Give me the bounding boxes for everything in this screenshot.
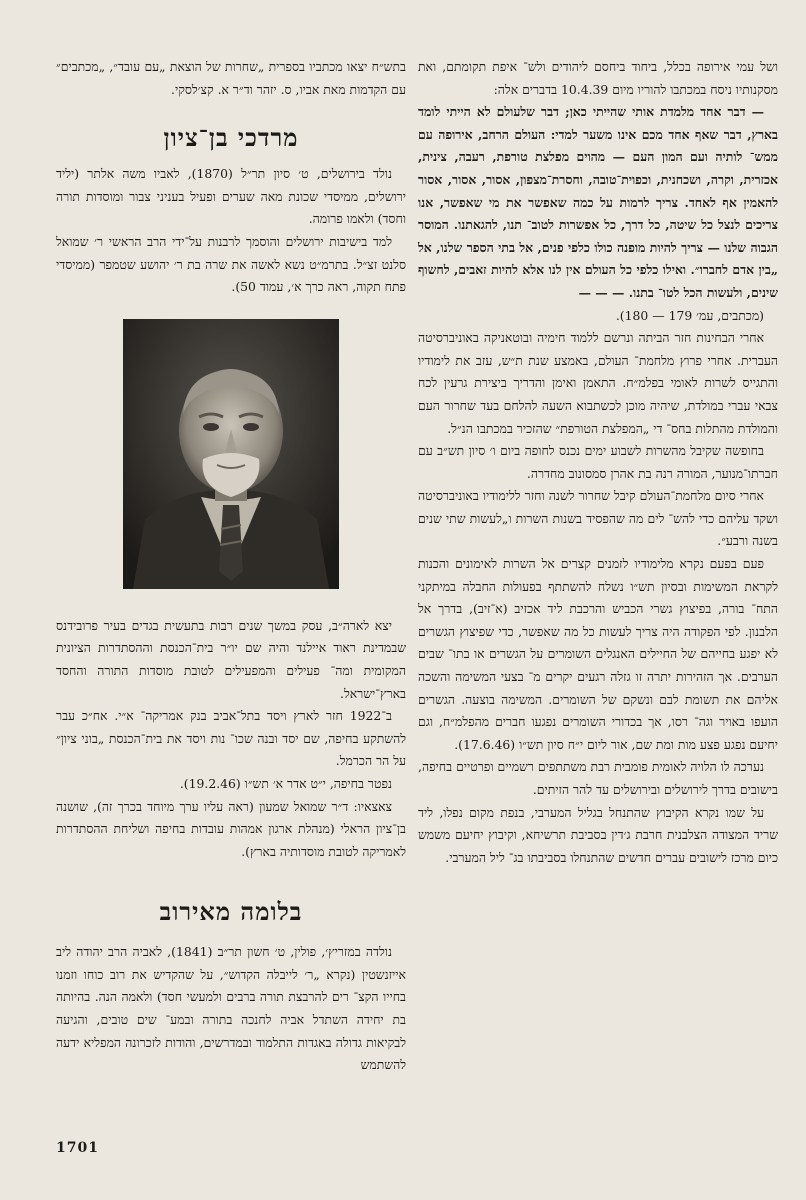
paragraph: צאצאיו: ד״ר שמואל שמעון (ראה עליו ערך מיוחד בכרך זה), שושנה בן־ציון הראלי (מנהלת ארגון אמהות עובדות בחיפה ושליחת ההסתדרות לאמריקה לטובת מוסדותיה בארץ).: [56, 798, 406, 859]
paragraph: למד בישיבות ירושלים והוסמך לרבנות על־ידי הרב הראשי ר׳ שמואל סלנט זצ״ל. בתרמ״ט נשא לאשה את שרה בת ר׳ יהושע שטמפר (ממיסדי פתח תקוה, ראה כרך א׳, עמוד 50).: [56, 233, 406, 295]
quoted-letter: — דבר אחד מלמדת אותי שהייתי כאן; דבר שלעולם לא הייתי לומד בארץ, דבר שאף אחד מכם אינו משער למדי: העולם הרחב, אירופה עם ממש־ לותיה ועם המון העם — מהוים מפלצת טורפת, רעבה, צינית, אכזרית, וקרה, ושכחנית, וכפוית־טובה, וחסרת־מצפון, אסור, אסור, אסור להאמין אף לאחד. צריך לרמות על כמה שאפשר את מי שאפשר, אנו צריכים לנצל כל שיטה, כל דרך, כל אפשרות לטוב־ תנו, להגאתנו. המוסר הגבוה שלנו — צריך להיות מופנה כולו כלפי פנים, אל בתי הספר שלנו, אל „בין אדם לחברו״. ואילו כלפי כל העולם אין לנו אלא להיות זאבים, לחשוף שינים, ולעשות הכל לטו־ בתנו. — — —: [418, 104, 778, 300]
paragraph: ב־1922 חזר לארץ ויסד בתל־אביב בנק אמריקה־ א״י. אח״כ עבר להשתקע בחיפה, שם יסד ובנה שכו־ נות ויסד את בית־הכנסת „בוני ציון״ על הר הכרמל.: [56, 708, 406, 769]
paragraph: נערכה לו הלויה לאומית פומבית רבת משתתפים רשמיים ופרטיים בחיפה, בישובים בדרך לירושלים ובירושלים עד להר הזיתים.: [418, 759, 778, 797]
paragraph: נולדה במזריץ׳, פולין, ט׳ חשון תר״ב (1841), לאביה הרב יהודה ליב אייזנשטין (נקרא „ר׳ לייבלה הקדוש״, על שהקדיש את רוב כוחו וזמנו בחייו הקצ־ רים להרבצת תורה ברבים ולמעשי חסד) ולאמה הנה. בהיותה בת יחידה השתדל אביה לחנכה בתורה ובמע־ שים טובים, והגיעה לבקיאות גדולה באגדות התלמוד ובמדרשים, והודות לזכרונה המפליא ידעה להשתמש: [56, 944, 406, 1073]
paragraph: ושל עמי אירופה בכלל, ביחוד ביחסם ליהודים ולש־ איפת תקומתם, ואת מסקנותיו ניסח במכתבו להוריו מיום 10.4.39 בדברים אלה:: [418, 59, 778, 97]
left-column: [56, 56, 406, 1077]
paragraph: אחרי סיום מלחמת־העולם קיבל שחרור לשנה וחזר ללימודיו באוניברסיטה ושקד עליהם כדי להש־ לים מה שהפסיד בשנות השרות ו„לעשות שתי שנים בשנה ורבע״.: [418, 488, 778, 549]
paragraph: על שמו נקרא הקיבוץ שהתנחל בגליל המערבי, בנפת מקום נפלו, ליד שריד המצודה הצלבנית חרבת ג׳דין בסביבת תרשיחא, וקיבוץ יחיעם משמש כיום מרכז לישובים עברים חדשים שהתנחלו בסביבתו בג־ ליל המערבי.: [418, 804, 778, 865]
right-column: [418, 56, 778, 869]
portrait-image: [123, 319, 339, 589]
paragraph: פעם בפעם נקרא מלימודיו לזמנים קצרים אל השרות לאימונים והכנות לקראת המשימות ובסיון תש״ו נשלח להשתתף בפעולות החבלה במיתקני התח־ בורה, בפיצוץ גשרי הכביש והרכבת ליד אכזיב (א־זיב), בדרך אל הלבנון. לפי הפקודה היה צריך לעשות כל מה שאפשר, כדי שפיצוץ הגשרים לא יפגע בחייהם של החיילים האנגלים השומרים על הגשרים או בתו־ שבים הערבים. אך הזהירות יתרה זו גזלה רגעים יקרים מ־ בצעי המשימה והשכה אליהם את תשומת לבם ונשקם של השומרים. המשימה בוצעה. הגשרים הועפו באויר וגה־ רסו, אך בכדורי השומרים נפגעו חברים מהפלמ״ח, וגם יחיעם נפגע פצע מות ומת שם, אור ליום י״ח סיון תש״ו (17.6.46).: [418, 556, 778, 752]
paragraph: אחרי הבחינות חזר הביתה ונרשם ללמוד חימיה ובוטאניקה באוניברסיטה העברית. אחרי פרוץ מלחמת־ העולם, באמצע שנת ת״ש, עזב את לימודיו והתגייס לשרות לאומי בפלמ״ח. התאמן ואימן והדריך ביצירת גרעין לכח צבאי עברי במולדת, שיהיה מוכן לכשתבוא השעה להלחם בעד שחרור העם והמולדת מהתלות בחס־ די „המפלצת הטורפת״ שהזכיר במכתבו הנ״ל.: [418, 330, 778, 436]
section-title: מרדכי בן־ציון: [163, 123, 299, 153]
paragraph: בחופשה שקיבל מהשרות לשבוע ימים נכנס לחופה ביום ו׳ סיון תש״ב עם חברתו־מנוער, המורה רנה בת אהרן סמסונוב מחדרה.: [418, 443, 778, 481]
portrait-photo: [123, 319, 339, 589]
paragraph: נולד בירושלים, ט׳ סיון תר״ל (1870), לאביו משה אלתר (יליד ירושלים, ממיסדי שכונת מאה שערים ופעיל בעניני צבור ומוסדות תורה וחסד) ולאמו פרומה.: [56, 166, 406, 227]
page-number: 1701: [56, 1140, 99, 1156]
paragraph: נפטר בחיפה, י״ט אדר א׳ תש״ו (19.2.46).: [179, 775, 392, 791]
intro-paragraph: בתש״ח יצאו מכתביו בספרית „שחרות של הוצאת „עם עובד״, „מכתבים״ עם הקדמות מאת אביו, ס. יזהר וד״ר א. קצ׳לסקי.: [56, 59, 406, 97]
paragraph: יצא לארה״ב, עסק במשך שנים רבות בתעשית בגדים בעיר פרובידנס שבמדינת ראוד איילנד והיה שם יו״ר בית־הכנסת וההסתדרות הציונית המקומית ומה־ פעילים והמפעילים לטובת מוסדות התורה והחסד בארץ־ישראל.: [56, 617, 406, 701]
section-title: בלומה מאירוב: [159, 897, 303, 927]
citation: (מכתבים, עמ׳ 179 — 180).: [615, 307, 764, 323]
